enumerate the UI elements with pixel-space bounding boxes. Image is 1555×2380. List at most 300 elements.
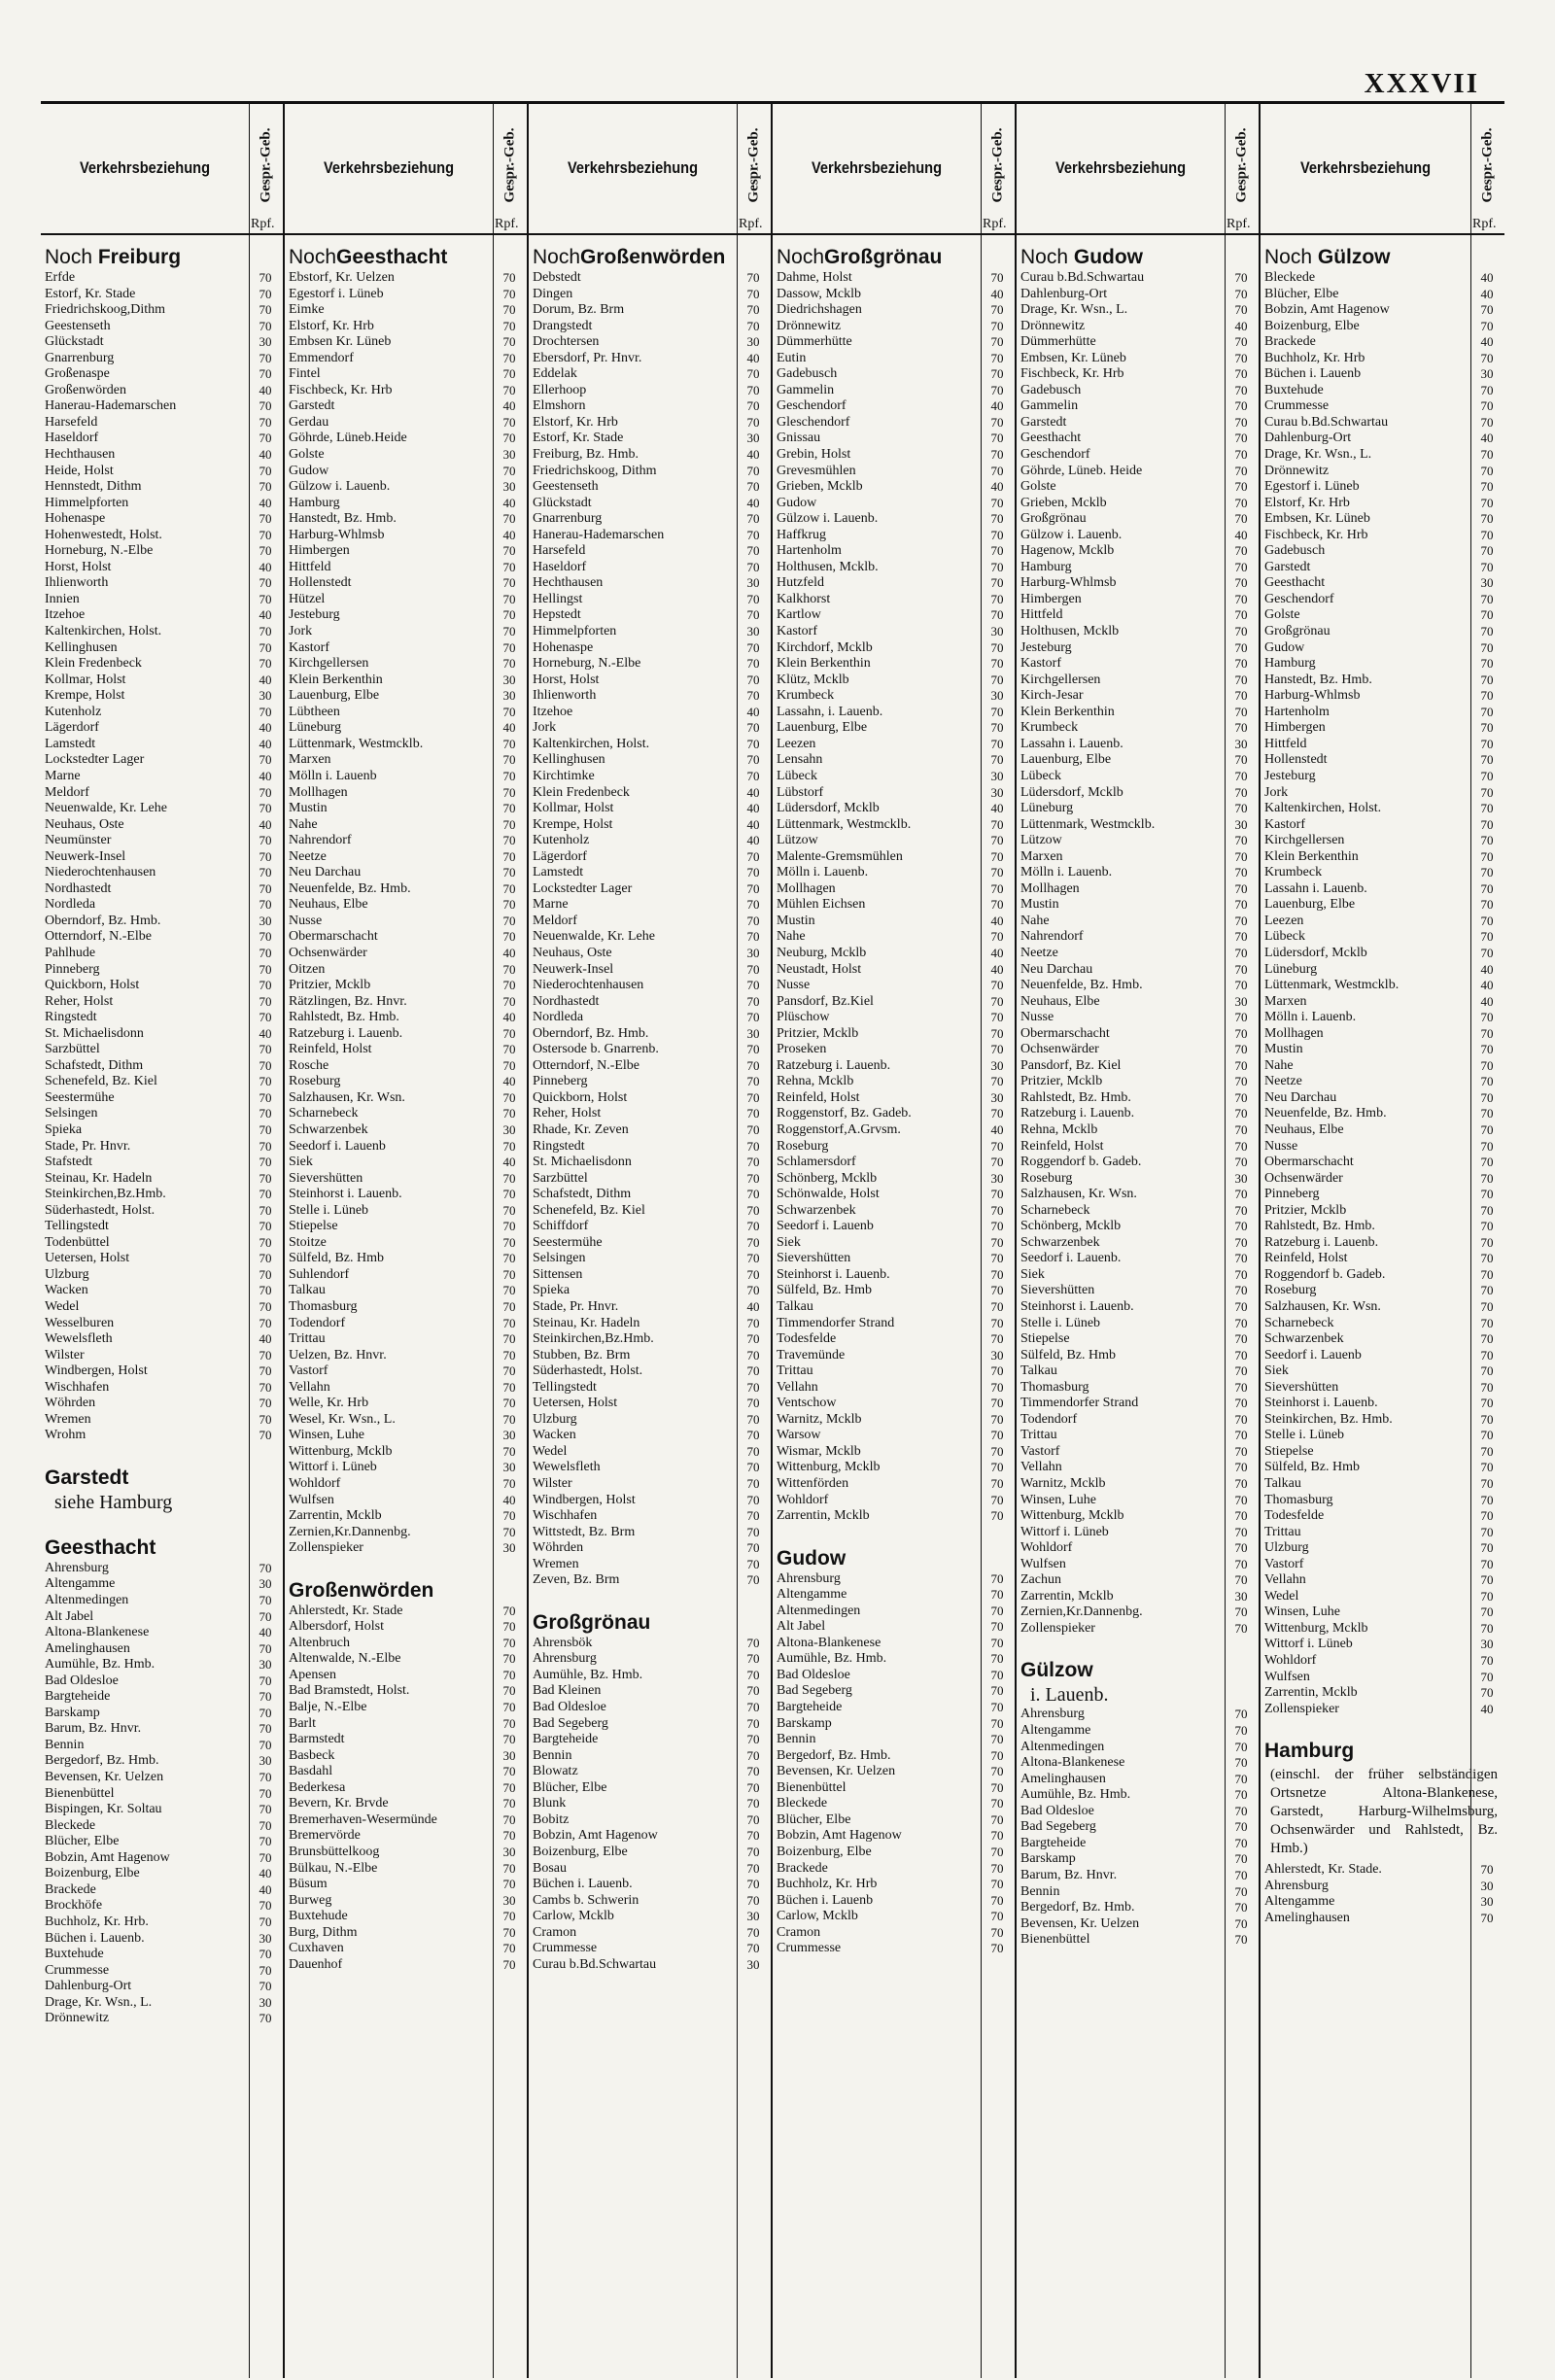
fee-value: 70 (259, 1947, 272, 1962)
fee-value: 70 (502, 1700, 516, 1715)
place-name: Stelle i. Lüneb (289, 1202, 369, 1218)
place-name: Kirchgellersen (289, 656, 369, 672)
list-item (1020, 768, 1248, 785)
fee-value: 30 (990, 1057, 1004, 1073)
fee-value: 70 (502, 1877, 516, 1892)
list-item (45, 1363, 272, 1380)
fee-value: 70 (1480, 639, 1494, 655)
fee-value: 70 (1480, 848, 1494, 864)
list-item (45, 1234, 272, 1252)
place-name: Bispingen, Kr. Soltau (45, 1802, 162, 1817)
list-item (533, 479, 760, 496)
place-name: Winsen, Luhe (289, 1428, 364, 1443)
fee-value: 40 (1480, 270, 1494, 285)
place-name: Nahe (1020, 913, 1050, 928)
place-name: Aumühle, Bz. Hmb. (533, 1667, 643, 1682)
list-item (533, 1460, 760, 1476)
place-name: Steinkirchen,Bz.Hmb. (533, 1331, 654, 1347)
list-item (289, 1683, 516, 1700)
fee-value: 70 (259, 431, 272, 446)
column-entries (41, 235, 272, 2378)
list-item (289, 286, 516, 303)
fee-value: 30 (1234, 736, 1248, 751)
fee-value: 70 (746, 1187, 760, 1202)
list-item (1264, 1524, 1494, 1541)
list-item (777, 656, 1004, 673)
place-name: Eddelak (533, 366, 577, 382)
place-name: Hechthausen (533, 575, 604, 591)
place-name: Todesfelde (1264, 1508, 1325, 1524)
fee-value: 70 (990, 1667, 1004, 1682)
place-name: Neuhaus, Elbe (1264, 1121, 1344, 1137)
place-name: Wittenburg, Mcklb (289, 1443, 393, 1459)
fee-value: 70 (746, 929, 760, 945)
fee-value: 70 (1234, 1428, 1248, 1443)
place-name: Glückstadt (533, 495, 592, 510)
list-item (1264, 801, 1494, 817)
fee-value: 70 (990, 366, 1004, 382)
list-item (1020, 961, 1248, 979)
place-name: Neuenfelde, Bz. Hmb. (1264, 1106, 1387, 1121)
place-name: Curau b.Bd.Schwartau (533, 1956, 657, 1972)
fee-value: 40 (746, 350, 760, 365)
list-item (1264, 897, 1494, 914)
fee-value: 70 (502, 286, 516, 301)
place-name: Hollenstedt (289, 575, 352, 591)
place-name: Wulfsen (1020, 1556, 1066, 1571)
fee-value: 70 (1234, 639, 1248, 655)
fee-value: 70 (502, 1251, 516, 1266)
fee-value: 70 (1480, 704, 1494, 719)
place-name: Cramon (533, 1924, 577, 1940)
fee-value: 70 (1234, 978, 1248, 993)
list-item (777, 1074, 1004, 1090)
list-item (45, 672, 272, 689)
place-name: Schwarzenbek (1020, 1234, 1100, 1250)
fee-value: 70 (1480, 350, 1494, 365)
place-name: Garstedt (1020, 414, 1067, 430)
list-item (533, 366, 760, 383)
fee-value: 70 (1480, 1653, 1494, 1669)
list-item (1264, 543, 1494, 560)
fee-value: 70 (502, 1779, 516, 1795)
list-item (533, 1796, 760, 1812)
fee-value: 70 (502, 752, 516, 768)
place-name: Hohenaspe (45, 511, 106, 527)
list-item (533, 1732, 760, 1748)
fee-value: 40 (502, 945, 516, 960)
place-name: Pritzier, Mcklb (289, 978, 371, 993)
place-name: Schönberg, Mcklb (1020, 1219, 1122, 1234)
fee-value: 70 (990, 833, 1004, 848)
list-item (533, 993, 760, 1011)
place-name: Drage, Kr. Wsn., L. (1020, 302, 1128, 318)
list-item (1264, 1234, 1494, 1252)
list-item (1020, 1266, 1248, 1284)
place-name: Bleckede (1264, 270, 1316, 285)
fee-value: 40 (746, 495, 760, 510)
place-name: Crummesse (777, 1941, 842, 1956)
place-name: Kollmar, Holst (45, 672, 126, 687)
list-item (533, 302, 760, 319)
place-name: Wrohm (45, 1428, 86, 1443)
place-name: Klein Berkenthin (289, 672, 383, 687)
fee-value: 70 (259, 1089, 272, 1105)
place-name: Jesteburg (1264, 768, 1316, 783)
list-item (1264, 656, 1494, 673)
list-item (45, 1721, 272, 1738)
fee-value: 40 (259, 720, 272, 736)
place-name: Bergedorf, Bz. Hmb. (777, 1747, 891, 1763)
fee-value: 70 (990, 334, 1004, 350)
place-name: Elstorf, Kr. Hrb (289, 318, 374, 333)
fee-value: 70 (259, 993, 272, 1009)
list-item (1264, 704, 1494, 721)
list-item (533, 1877, 760, 1893)
column-header (285, 103, 529, 235)
place-name: St. Michaelisdonn (45, 1025, 144, 1041)
fee-value: 70 (990, 1603, 1004, 1618)
place-name: Dauenhof (289, 1956, 343, 1972)
list-item (533, 1828, 760, 1845)
list-item (1020, 1411, 1248, 1429)
place-name: Kastorf (1264, 816, 1305, 832)
fee-value: 70 (502, 656, 516, 672)
fee-value: 70 (1480, 833, 1494, 848)
fee-value: 70 (1234, 1315, 1248, 1330)
place-name: Lauenburg, Elbe (1264, 897, 1356, 913)
place-name: Aumühle, Bz. Hmb. (777, 1651, 887, 1667)
place-name: Neetze (1020, 945, 1058, 960)
list-item (1264, 865, 1494, 881)
fee-value: 30 (502, 1892, 516, 1908)
fee-value: 40 (502, 495, 516, 510)
list-item (45, 334, 272, 351)
place-name: Göhrde, Lüneb.Heide (289, 431, 407, 446)
place-name: Bevensen, Kr. Uelzen (777, 1764, 896, 1779)
list-item (45, 1025, 272, 1043)
place-name: Lübtheen (289, 704, 340, 719)
fee-value: 30 (1480, 1878, 1494, 1893)
list-item (289, 929, 516, 946)
fee-value: 70 (746, 1121, 760, 1137)
list-item (45, 1347, 272, 1364)
place-name: Buxtehude (45, 1947, 104, 1962)
place-name: Bobzin, Amt Hagenow (45, 1849, 170, 1865)
fee-value: 70 (259, 1042, 272, 1057)
section-title (533, 245, 770, 270)
fee-value: 70 (990, 1747, 1004, 1763)
list-item (777, 784, 1004, 802)
place-name: Fischbeck, Kr. Hrb (1020, 366, 1124, 382)
list-item (1020, 816, 1248, 834)
place-name: Todendorf (289, 1315, 346, 1330)
place-name: Dümmerhütte (1020, 334, 1096, 350)
place-name: Schwarzenbek (1264, 1331, 1344, 1347)
fee-value: 70 (259, 865, 272, 880)
fee-value: 70 (746, 1170, 760, 1186)
fee-value: 70 (259, 1834, 272, 1849)
fee-value: 70 (502, 639, 516, 655)
section-title-prefix: Noch (533, 246, 581, 268)
place-name: Lockstedter Lager (45, 752, 145, 768)
place-name: Rahlstedt, Bz. Hmb. (1264, 1219, 1375, 1234)
place-name: Heide, Holst (45, 463, 114, 478)
fee-value: 70 (746, 961, 760, 977)
place-name: Harburg-Whlmsb (1020, 575, 1117, 591)
place-name: Sülfeld, Bz. Hmb (1020, 1347, 1116, 1362)
place-name: Wittenburg, Mcklb (1264, 1620, 1368, 1636)
fee-value: 70 (746, 1251, 760, 1266)
fee-value: 70 (259, 897, 272, 913)
list-item (289, 1941, 516, 1957)
place-name: Krumbeck (777, 688, 835, 704)
fee-value: 70 (259, 1411, 272, 1427)
column-header (1261, 103, 1504, 235)
fee-value: 70 (990, 1715, 1004, 1731)
fee-value: 70 (746, 1747, 760, 1763)
list-item (1020, 270, 1248, 287)
fee-value: 70 (1234, 1121, 1248, 1137)
fee-value: 40 (1480, 431, 1494, 446)
fee-value: 70 (1480, 1685, 1494, 1701)
place-name: Apensen (289, 1667, 336, 1682)
list-item (777, 1010, 1004, 1026)
place-name: Neuhaus, Elbe (1020, 993, 1100, 1009)
list-item (1020, 318, 1248, 335)
place-name: Barskamp (45, 1705, 100, 1720)
fee-value: 70 (1480, 382, 1494, 397)
list-item (1020, 1755, 1248, 1772)
place-name: Nahrendorf (1020, 929, 1084, 945)
list-item (533, 913, 760, 930)
list-item (1020, 784, 1248, 802)
fee-value: 70 (990, 1251, 1004, 1266)
list-item (45, 1155, 272, 1171)
fee-value: 40 (990, 945, 1004, 960)
place-name: Bennin (1020, 1883, 1060, 1899)
fee-value: 70 (746, 1540, 760, 1556)
fee-value: 70 (1480, 607, 1494, 623)
fee-value: 70 (746, 1811, 760, 1827)
list-item (1020, 913, 1248, 930)
list-item (1264, 639, 1494, 657)
place-name: Neuenwalde, Kr. Lehe (533, 929, 655, 945)
fee-value: 30 (746, 945, 760, 960)
fee-value: 70 (1234, 1524, 1248, 1539)
list-item (777, 624, 1004, 640)
place-name: Steinkirchen, Bz. Hmb. (1264, 1411, 1393, 1427)
fee-value: 70 (1480, 1604, 1494, 1620)
fee-value: 30 (746, 1956, 760, 1972)
fee-value: 70 (502, 1909, 516, 1924)
fee-value: 70 (502, 1299, 516, 1314)
place-name: Bobitz (533, 1811, 570, 1827)
fee-value: 70 (1480, 511, 1494, 527)
list-item (1264, 1299, 1494, 1316)
fee-value: 70 (746, 1331, 760, 1347)
list-item (1264, 1428, 1494, 1444)
fee-value: 70 (990, 752, 1004, 768)
place-name: Burweg (289, 1892, 332, 1908)
list-item (777, 816, 1004, 834)
fee-value: 70 (1234, 1010, 1248, 1025)
fee-value: 70 (1234, 801, 1248, 816)
fee-value: 70 (502, 1315, 516, 1330)
place-name: Itzehoe (45, 607, 86, 623)
fee-value: 30 (990, 768, 1004, 783)
place-name: Kirchtimke (533, 768, 595, 783)
fee-value: 70 (259, 639, 272, 655)
list-item (533, 1251, 760, 1267)
list-item (777, 1460, 1004, 1476)
list-item (777, 591, 1004, 608)
list-item (1020, 1074, 1248, 1090)
list-item (45, 1849, 272, 1867)
fee-value: 70 (1234, 1074, 1248, 1089)
list-item (1020, 511, 1248, 528)
list-item (777, 1155, 1004, 1171)
list-item (1020, 1283, 1248, 1299)
fee-value: 70 (990, 736, 1004, 751)
list-item (777, 559, 1004, 576)
fee-value: 70 (746, 1924, 760, 1940)
list-item (45, 350, 272, 367)
place-name: Mustin (777, 913, 815, 928)
place-name: Krempe, Holst (533, 816, 613, 832)
fee-value: 70 (259, 463, 272, 478)
place-name: Geesthacht (1264, 575, 1326, 591)
list-item (777, 302, 1004, 319)
fee-value: 70 (502, 334, 516, 350)
place-name: Dingen (533, 286, 573, 301)
fee-value: 70 (259, 1315, 272, 1330)
fee-value: 40 (990, 479, 1004, 495)
fee-value: 70 (746, 1635, 760, 1650)
place-name: Salzhausen, Kr. Wsn. (1264, 1299, 1381, 1314)
list-item (1264, 1363, 1494, 1380)
fee-value: 70 (990, 672, 1004, 687)
place-name: Carlow, Mcklb (777, 1909, 858, 1924)
section-title (1020, 1658, 1258, 1683)
fee-value: 70 (1480, 1315, 1494, 1330)
list-item (45, 1785, 272, 1803)
place-name: Travemünde (777, 1347, 846, 1362)
list-item (289, 1700, 516, 1716)
fee-value: 30 (502, 479, 516, 495)
list-item (289, 1155, 516, 1171)
page-number: XXXVII (1364, 68, 1479, 99)
place-name: Grevesmühlen (777, 463, 856, 478)
list-item (1020, 1187, 1248, 1203)
list-item (1264, 945, 1494, 962)
place-name: Pritzier, Mcklb (1264, 1202, 1347, 1218)
list-item (1020, 1771, 1248, 1788)
list-item (1020, 495, 1248, 512)
fee-value: 70 (746, 1219, 760, 1234)
list-item (1020, 1851, 1248, 1868)
table-column (41, 103, 285, 2378)
place-name: Hohenaspe (533, 639, 594, 655)
section-title (1020, 245, 1258, 270)
place-name: Obermarschacht (1020, 1025, 1110, 1041)
list-item (45, 1010, 272, 1026)
place-name: Wulfsen (1264, 1669, 1310, 1684)
fee-value: 70 (502, 1508, 516, 1524)
fee-value: 70 (502, 1667, 516, 1682)
fee-value: 30 (502, 672, 516, 687)
place-name: Trittau (1020, 1428, 1057, 1443)
place-name: Hützel (289, 591, 326, 606)
place-name: Wulfsen (289, 1492, 334, 1507)
fee-value: 70 (502, 1219, 516, 1234)
fee-value: 30 (259, 1994, 272, 2010)
place-name: Himbergen (1264, 720, 1326, 736)
list-item (533, 1492, 760, 1509)
fee-value: 70 (259, 656, 272, 672)
fee-value: 70 (746, 1796, 760, 1811)
fee-value: 70 (746, 720, 760, 736)
list-item (777, 414, 1004, 431)
place-name: Vastorf (1020, 1443, 1060, 1459)
fee-value: 70 (1234, 270, 1248, 285)
fee-value: 70 (259, 1979, 272, 1994)
list-item (777, 382, 1004, 399)
place-name: Pansdorf, Bz. Kiel (1020, 1057, 1122, 1073)
fee-value: 70 (502, 1347, 516, 1362)
place-name: Großgrönau (1264, 624, 1330, 639)
place-name: Wohldorf (1264, 1653, 1317, 1669)
place-name: Lassahn i. Lauenb. (1020, 736, 1123, 751)
fee-value: 70 (259, 929, 272, 945)
place-name: Altona-Blankenese (777, 1635, 881, 1650)
place-name: Bargteheide (533, 1732, 599, 1747)
list-item (289, 1187, 516, 1203)
list-item (1264, 961, 1494, 979)
fee-value: 70 (1234, 1915, 1248, 1931)
fee-value: 70 (502, 1170, 516, 1186)
place-name: Barlt (289, 1715, 316, 1731)
place-name: Ahrensbök (533, 1635, 593, 1650)
list-item (777, 1170, 1004, 1188)
fee-value: 70 (1234, 865, 1248, 880)
fee-value: 70 (746, 978, 760, 993)
fee-value: 70 (1234, 1835, 1248, 1850)
place-name: Steinau, Kr. Hadeln (45, 1170, 153, 1186)
place-name: Gülzow i. Lauenb. (777, 511, 879, 527)
fee-value: 70 (746, 1715, 760, 1731)
list-item (45, 1266, 272, 1284)
fee-value: 70 (990, 1811, 1004, 1827)
fee-value: 70 (1234, 704, 1248, 719)
section-title-place: Gülzow (1317, 246, 1391, 268)
list-item (289, 1811, 516, 1829)
list-item (289, 848, 516, 866)
list-item (533, 1635, 760, 1652)
place-name: Diedrichshagen (777, 302, 862, 318)
place-name: Zollenspieker (1264, 1701, 1339, 1716)
place-name: Estorf, Kr. Stade (533, 431, 624, 446)
unit-label: Rpf. (251, 217, 275, 231)
list-item (533, 398, 760, 415)
fee-value: 70 (990, 559, 1004, 574)
place-name: Jesteburg (289, 607, 340, 623)
list-item (777, 1428, 1004, 1444)
fee-value: 70 (502, 736, 516, 751)
fee-value: 70 (502, 624, 516, 639)
fee-value: 70 (746, 1155, 760, 1170)
place-name: Nordhastedt (533, 993, 600, 1009)
